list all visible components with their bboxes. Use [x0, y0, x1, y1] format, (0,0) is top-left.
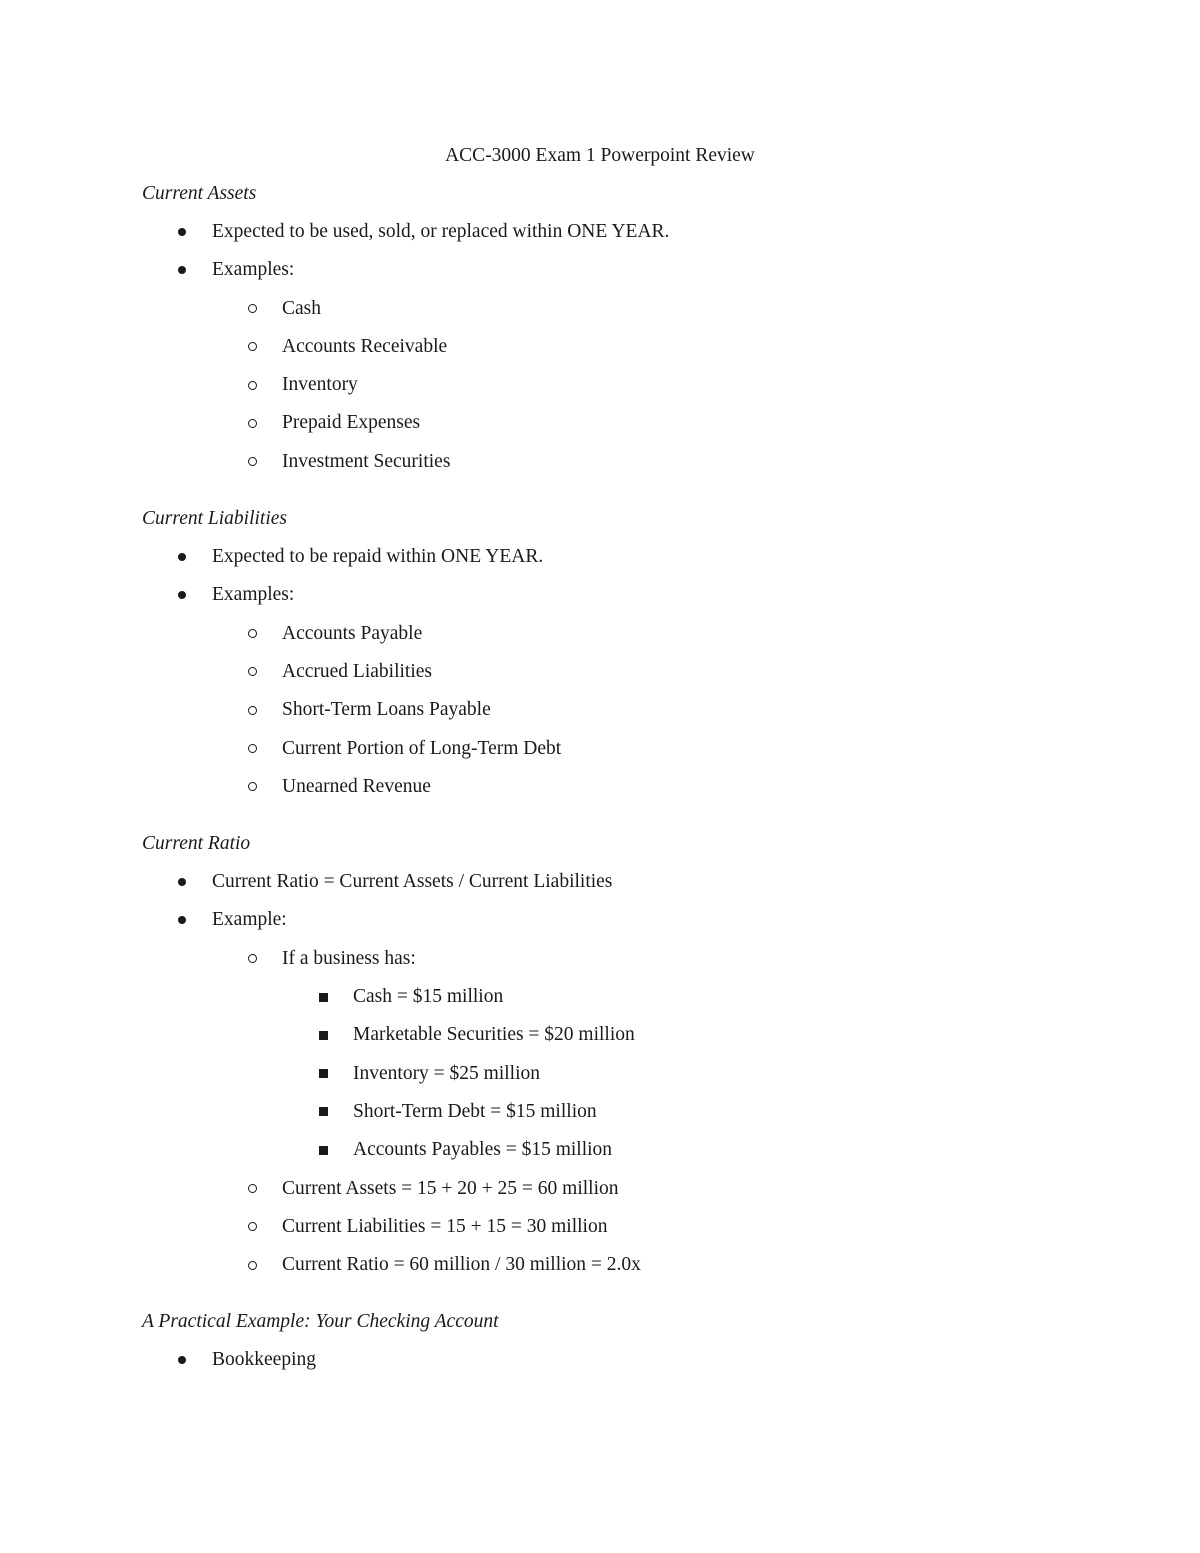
bullet-disc-icon [178, 869, 186, 895]
list-item-text: Marketable Securities = $20 million [353, 1024, 635, 1046]
list-item [142, 946, 1122, 984]
list-item [142, 697, 1122, 735]
bullet-square-icon [319, 1137, 328, 1163]
list-item [142, 296, 1122, 334]
list-item-text: Accounts Receivable [282, 335, 448, 357]
list-item-text: Current Portion of Long-Term Debt [282, 737, 562, 759]
list-item-text: Prepaid Expenses [282, 412, 421, 434]
document-body [142, 181, 1122, 1386]
list-item [142, 257, 1122, 295]
bullet-circle-icon [248, 1252, 257, 1278]
bullet-disc-icon [178, 1347, 186, 1373]
bullet-disc-icon [178, 544, 186, 570]
bullet-circle-icon [248, 697, 257, 723]
bullet-circle-icon [248, 1176, 257, 1202]
list-item [142, 869, 1122, 907]
document-title: ACC-3000 Exam 1 Powerpoint Review [445, 145, 755, 166]
list-item-text: Inventory [282, 374, 358, 396]
section-heading-current-ratio: Current Ratio [142, 833, 251, 855]
bullet-square-icon [319, 1061, 328, 1087]
list-item [142, 410, 1122, 448]
list-item-text: Cash [282, 297, 321, 319]
list-item-text: Examples: [212, 259, 295, 281]
list-item [142, 1252, 1122, 1290]
list-item [142, 1022, 1122, 1060]
list-item [142, 1214, 1122, 1252]
bullet-circle-icon [248, 449, 257, 475]
list-item [142, 1137, 1122, 1175]
list-item [142, 1061, 1122, 1099]
list-item-text: Short-Term Loans Payable [282, 699, 491, 721]
section-heading-current-liabilities: Current Liabilities [142, 508, 288, 530]
list-item [142, 219, 1122, 257]
bullet-circle-icon [248, 372, 257, 398]
bullet-circle-icon [248, 334, 257, 360]
list-item-text: Inventory = $25 million [353, 1062, 541, 1084]
list-item-text: Example: [212, 909, 287, 931]
bullet-circle-icon [248, 1214, 257, 1240]
section-heading-current-assets: Current Assets [142, 183, 257, 204]
list-item [142, 582, 1122, 620]
list-item [142, 984, 1122, 1022]
list-item-text: Examples: [212, 584, 295, 606]
bullet-square-icon [319, 1099, 328, 1125]
bullet-disc-icon [178, 219, 186, 245]
list-item [142, 621, 1122, 659]
list-item-text: Short-Term Debt = $15 million [353, 1100, 597, 1122]
list-item-text: Current Ratio = Current Assets / Current Liabilities [212, 871, 613, 893]
list-item [142, 659, 1122, 697]
list-item [142, 774, 1122, 812]
list-item-text: Expected to be repaid within ONE YEAR. [212, 546, 544, 568]
list-item-text: Bookkeeping [212, 1349, 316, 1371]
bullet-disc-icon [178, 582, 186, 608]
list-item-text: Accounts Payables = $15 million [353, 1139, 613, 1161]
list-item-text: Unearned Revenue [282, 775, 431, 797]
list-item [142, 907, 1122, 945]
list-item-text: Cash = $15 million [353, 986, 504, 1008]
bullet-square-icon [319, 1022, 328, 1048]
bullet-circle-icon [248, 659, 257, 685]
bullet-circle-icon [248, 946, 257, 972]
list-item-text: Accounts Payable [282, 622, 423, 644]
list-item-text: Accrued Liabilities [282, 660, 432, 682]
list-item [142, 544, 1122, 582]
list-item [142, 1176, 1122, 1214]
list-item [142, 449, 1122, 487]
bullet-square-icon [319, 984, 328, 1010]
list-item-text: Investment Securities [282, 450, 451, 472]
bullet-circle-icon [248, 621, 257, 647]
bullet-circle-icon [248, 296, 257, 322]
list-item-text: Expected to be used, sold, or replaced within ONE YEAR. [212, 221, 670, 242]
list-item-text: Current Ratio = 60 million / 30 million = 2.0x [282, 1254, 641, 1276]
list-item [142, 736, 1122, 774]
bullet-disc-icon [178, 907, 186, 933]
list-item [142, 372, 1122, 410]
bullet-circle-icon [248, 410, 257, 436]
list-item-text: Current Liabilities = 15 + 15 = 30 million [282, 1215, 608, 1237]
bullet-disc-icon [178, 257, 186, 283]
list-item [142, 334, 1122, 372]
list-item-text: If a business has: [282, 947, 416, 969]
section-heading-practical-example: A Practical Example: Your Checking Account [142, 1311, 499, 1333]
bullet-circle-icon [248, 774, 257, 800]
bullet-circle-icon [248, 736, 257, 762]
list-item [142, 1099, 1122, 1137]
list-item [142, 1347, 1122, 1385]
list-item-text: Current Assets = 15 + 20 + 25 = 60 million [282, 1177, 619, 1199]
